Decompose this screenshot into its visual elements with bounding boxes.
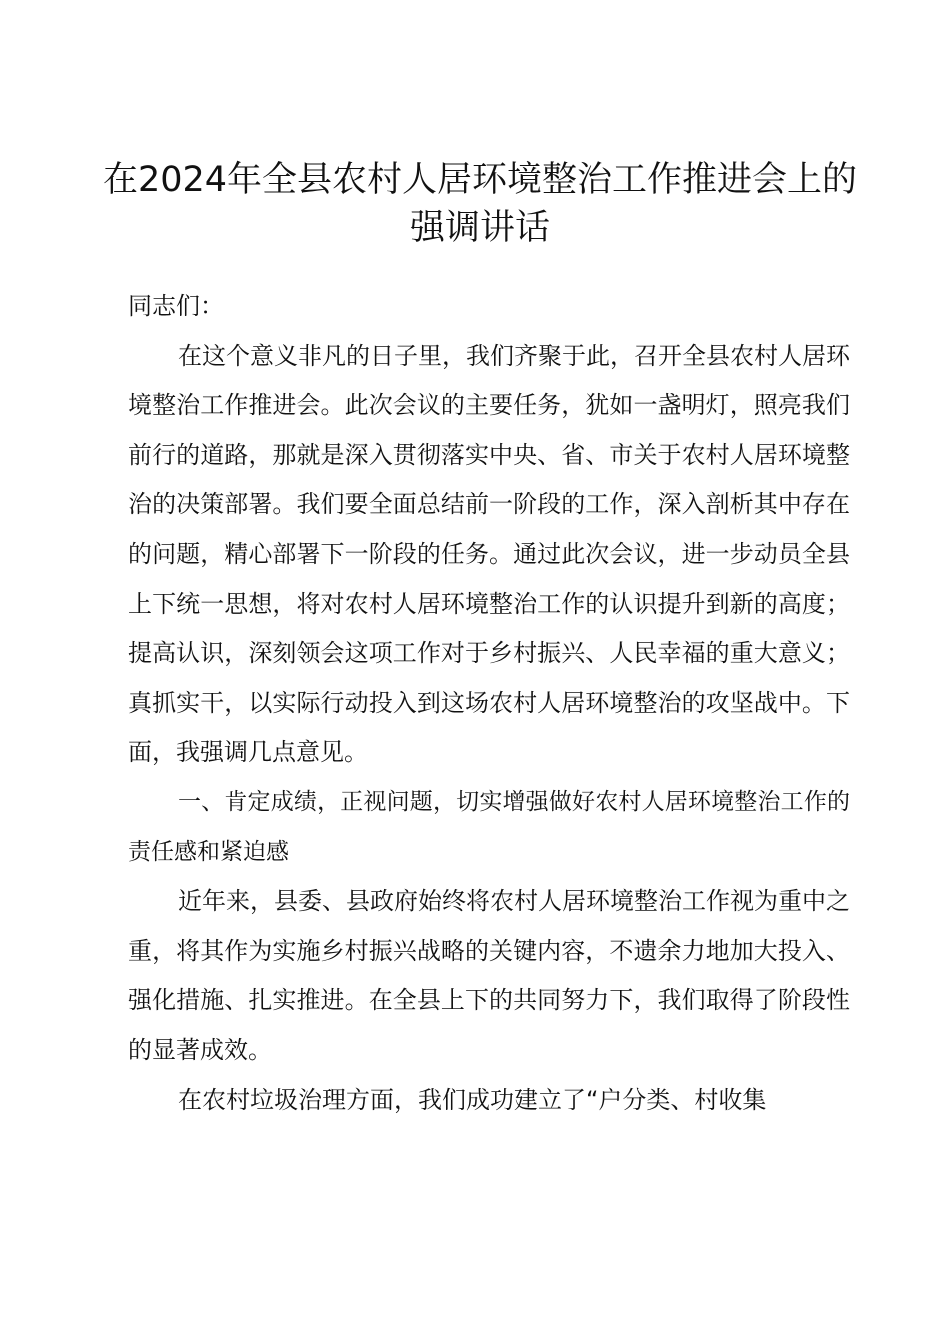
section-paragraph-1: 近年来，县委、县政府始终将农村人居环境整治工作视为重中之重，将其作为实施乡村振兴战略的关键内容，不遗余力地加大投入、强化措施、扎实推进。在全县上下的共同努力下，我们取得了阶段性的显著成效。 (128, 887, 850, 1064)
salutation: 同志们： (128, 292, 224, 320)
section-heading-1: 一、肯定成绩，正视问题，切实增强做好农村人居环境整治工作的责任感和紧迫感 (128, 788, 850, 865)
opening-paragraph: 在这个意义非凡的日子里，我们齐聚于此，召开全县农村人居环境整治工作推进会。此次会议的主要任务，犹如一盏明灯，照亮我们前行的道路，那就是深入贯彻落实中央、省、市关于农村人居环境整治的决策部署。我们要全面总结前一阶段的工作，深入剖析其中存在的问题，精心部署下一阶段的任务。通过此次会议，进一步动员全县上下统一思想，将对农村人居环境整治工作的认识提升到新的高度；提高认识，深刻领会这项工作对于乡村振兴、人民幸福的重大意义；真抓实干，以实际行动投入到这场农村人居环境整治的攻坚战中。下面，我强调几点意见。 (128, 341, 850, 767)
document-body (128, 282, 850, 1125)
section-paragraph-2: 在农村垃圾治理方面，我们成功建立了“户分类、村收集 (178, 1085, 767, 1114)
document-title: 在2024年全县农村人居环境整治工作推进会上的强调讲话 (102, 160, 858, 248)
